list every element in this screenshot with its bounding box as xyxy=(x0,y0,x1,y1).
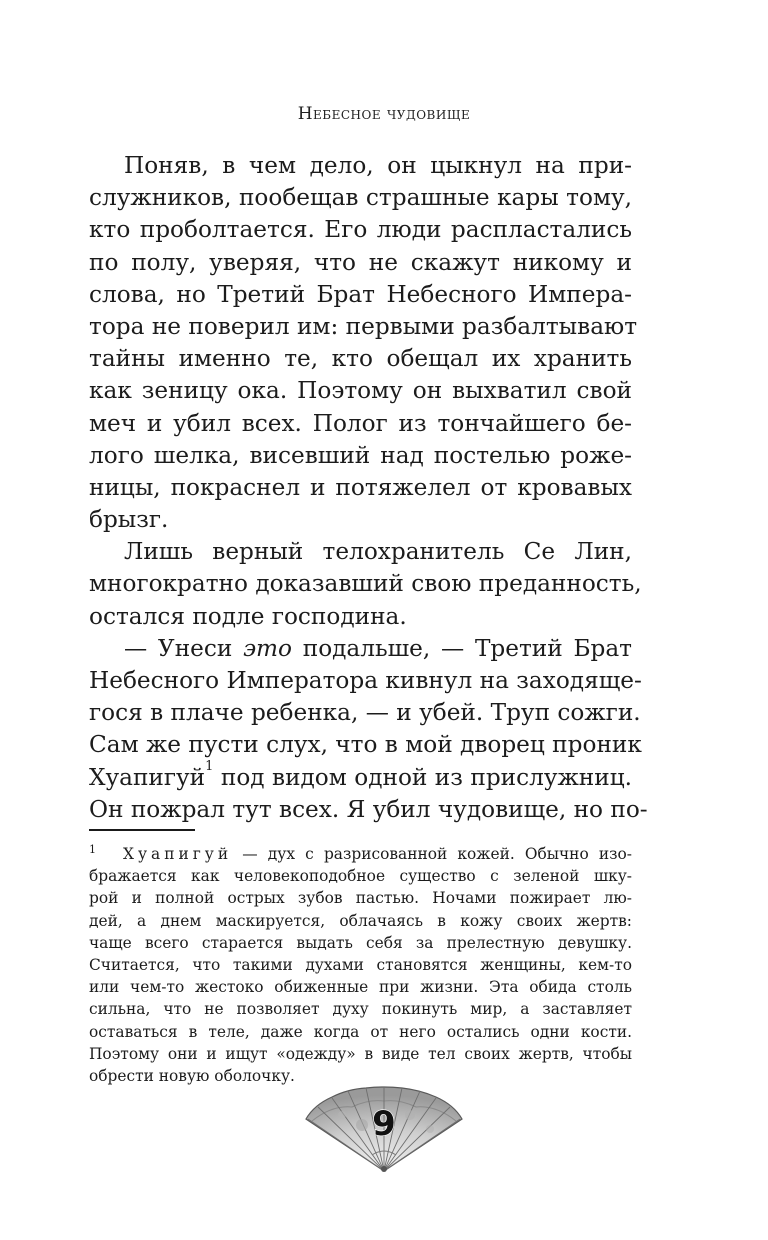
text-line: Поняв, в чем дело, он цыкнул на при- xyxy=(124,152,632,179)
dialogue-start: — Унеси xyxy=(124,634,244,662)
footnote-line: дей, а днем маскируется, облачаясь в кожу своих жертв: xyxy=(89,911,632,930)
line-rest: под видом одной из прислужниц. xyxy=(213,763,632,791)
running-head: Небесное чудовище xyxy=(297,104,471,124)
footnoted-word: Хуапигуй xyxy=(89,763,206,791)
footnote-line: рой и полной острых зубов пастью. Ночами пожирает лю- xyxy=(89,889,632,908)
text-line: Лишь верный телохранитель Се Лин, xyxy=(124,538,632,566)
text-line: меч и убил всех. Полог из тончайшего бе- xyxy=(89,409,632,437)
text-line: многократно доказавший свою преданность, xyxy=(89,570,642,598)
page-number: 9 xyxy=(372,1104,396,1144)
emphasis-word: это xyxy=(243,634,292,662)
footnote-line: бражается как человекоподобное существо с зеленой шку- xyxy=(89,867,632,886)
text-line: по полу, уверяя, что не скажут никому и xyxy=(89,248,632,276)
text-line: гося в плаче ребенка, — и убей. Труп сожги. xyxy=(89,699,641,727)
page-number-fan xyxy=(302,1085,466,1175)
text-line: Он пожрал тут всех. Я убил чудовище, но по- xyxy=(89,795,648,823)
text-line: как зеницу ока. Поэтому он выхватил свой xyxy=(89,377,632,405)
text-line xyxy=(89,758,632,794)
footnote-marker: 1 xyxy=(89,843,96,856)
footnote-line: сильна, что не позволяет духу покинуть мир, а заставляет xyxy=(89,1000,632,1019)
text-line: брызг. xyxy=(89,506,169,534)
text-line: тора не поверил им: первыми разбалтывают xyxy=(89,312,638,340)
text-line: ницы, покраснел и потяжелел от кровавых xyxy=(89,473,632,501)
text-line: кто проболтается. Его люди распластались xyxy=(89,216,632,244)
footnote-line: оставаться в теле, даже когда от него остались одни кости. xyxy=(89,1022,632,1041)
text-line: слова, но Третий Брат Небесного Импера- xyxy=(89,280,632,308)
text-line: лого шелка, висевший над постелью роже- xyxy=(89,441,632,469)
footnote-text: — дух с разрисованной кожей. Обычно изо- xyxy=(232,845,632,863)
footnote-term: Хуапигуй xyxy=(123,845,233,863)
footnote-line: чаще всего старается выдать себя за прелестную девушку. xyxy=(89,933,632,952)
footnote-line: Поэтому они и ищут «одежду» в виде тел своих жертв, чтобы xyxy=(89,1044,632,1063)
footnote-reference[interactable]: 1 xyxy=(205,758,214,774)
footnote xyxy=(89,843,632,1087)
text-line: тайны именно те, кто обещал их хранить xyxy=(89,345,632,373)
footnote-line: обрести новую оболочку. xyxy=(89,1066,295,1085)
footnote-line: или чем-то жестоко обиженные при жизни. Эта обида столь xyxy=(89,978,632,997)
footnote-line: Считается, что такими духами становятся женщины, кем-то xyxy=(89,955,632,974)
footnote-separator xyxy=(89,829,195,831)
body-text xyxy=(89,150,648,826)
text-line: Небесного Императора кивнул на заходяще- xyxy=(89,667,642,694)
text-line: остался подле господина. xyxy=(89,602,407,630)
footnote-line xyxy=(89,843,632,865)
text-line xyxy=(89,633,632,665)
text-line: служников, пообещав страшные кары тому, xyxy=(89,184,632,212)
dialogue-rest: подальше, — Третий Брат xyxy=(292,634,632,662)
text-line: Сам же пусти слух, что в мой дворец проник xyxy=(89,731,642,759)
